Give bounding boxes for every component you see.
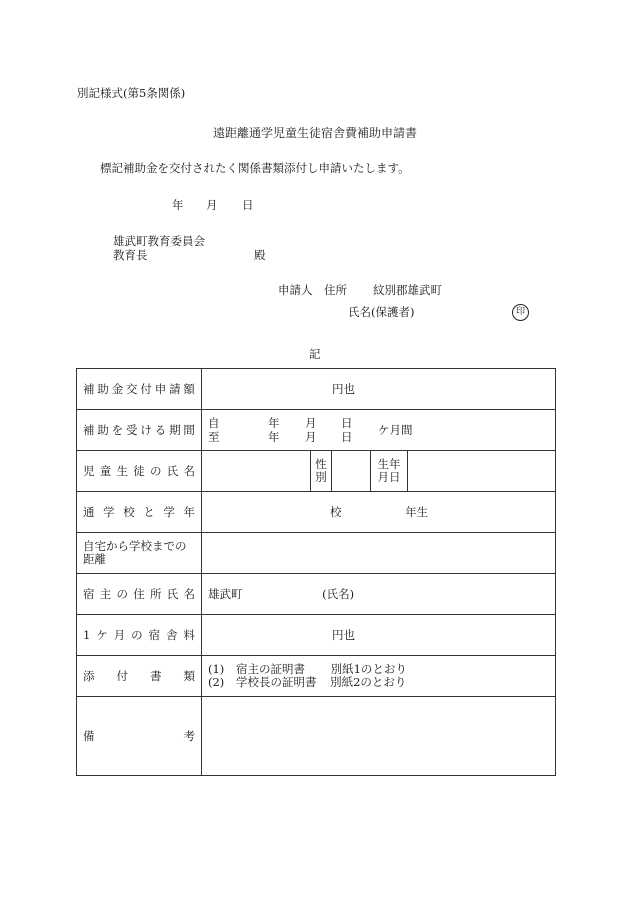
- seal-mark: 印: [512, 304, 529, 321]
- student-name-input[interactable]: [202, 451, 311, 491]
- row-label-student-name: 児 童 生 徒 の 氏 名: [77, 451, 202, 492]
- applicant-address-label: 住所: [324, 283, 347, 297]
- attachment-item-2: (2) 学校長の証明書 別紙2のとおり: [208, 675, 407, 689]
- applicant-address-value: 紋別郡雄武町: [373, 283, 442, 297]
- table-row-school: [77, 492, 556, 533]
- applicant-label: 申請人: [278, 283, 313, 297]
- period-field[interactable]: 自 年 月 日 至 年 月 日 ケ月間: [202, 410, 556, 451]
- row-label-remarks: 備 考: [77, 697, 202, 776]
- sex-label: 性 別: [311, 451, 332, 491]
- applicant-name-label: 氏名(保護者): [348, 305, 415, 319]
- attachments-field: [202, 656, 556, 697]
- intro-text: 標記補助金を交付されたく関係書類添付し申請いたします。: [100, 161, 410, 175]
- row-label-host: 宿 主 の 住 所 氏 名: [77, 574, 202, 615]
- school-field[interactable]: 校 年生: [202, 492, 556, 533]
- addressee-position: 教育長: [113, 248, 148, 262]
- date-month: 月: [206, 198, 218, 212]
- date-day: 日: [242, 198, 254, 212]
- table-row-monthly-fee: [77, 615, 556, 656]
- row-label-school: 通 学 校 と 学 年: [77, 492, 202, 533]
- birthdate-label: 生年 月日: [371, 451, 408, 491]
- table-row-distance: [77, 533, 556, 574]
- row-label-attachments: 添 付 書 類: [77, 656, 202, 697]
- row-label-period: 補 助 を 受 け る 期 間: [77, 410, 202, 451]
- addressee-org: 雄武町教育委員会: [113, 234, 205, 248]
- attachment-item-1: (1) 宿主の証明書 別紙1のとおり: [208, 662, 407, 676]
- table-row-student-name: [77, 451, 556, 492]
- date-year: 年: [172, 198, 184, 212]
- distance-field[interactable]: [202, 533, 556, 574]
- student-info-field: [202, 451, 556, 492]
- sex-input[interactable]: [332, 451, 371, 491]
- application-table: [76, 368, 556, 776]
- host-field[interactable]: 雄武町 (氏名): [202, 574, 556, 615]
- table-row-attachments: [77, 656, 556, 697]
- monthly-fee-field[interactable]: 円也: [202, 615, 556, 656]
- addressee-honorific: 殿: [254, 248, 266, 262]
- ki-heading: 記: [309, 347, 321, 361]
- table-row-host: [77, 574, 556, 615]
- row-label-monthly-fee: 1 ケ 月 の 宿 舎 料: [77, 615, 202, 656]
- form-reference: 別記様式(第5条関係): [77, 86, 186, 100]
- table-row-period: [77, 410, 556, 451]
- table-row-amount: [77, 369, 556, 410]
- row-label-amount: 補 助 金 交 付 申 請 額: [77, 369, 202, 410]
- birthdate-input[interactable]: [408, 451, 555, 491]
- amount-field[interactable]: 円也: [202, 369, 556, 410]
- document-title: 遠距離通学児童生徒宿舎費補助申請書: [213, 126, 418, 140]
- row-label-distance: 自宅から学校までの 距離: [77, 533, 202, 574]
- remarks-field[interactable]: [202, 697, 556, 776]
- table-row-remarks: [77, 697, 556, 776]
